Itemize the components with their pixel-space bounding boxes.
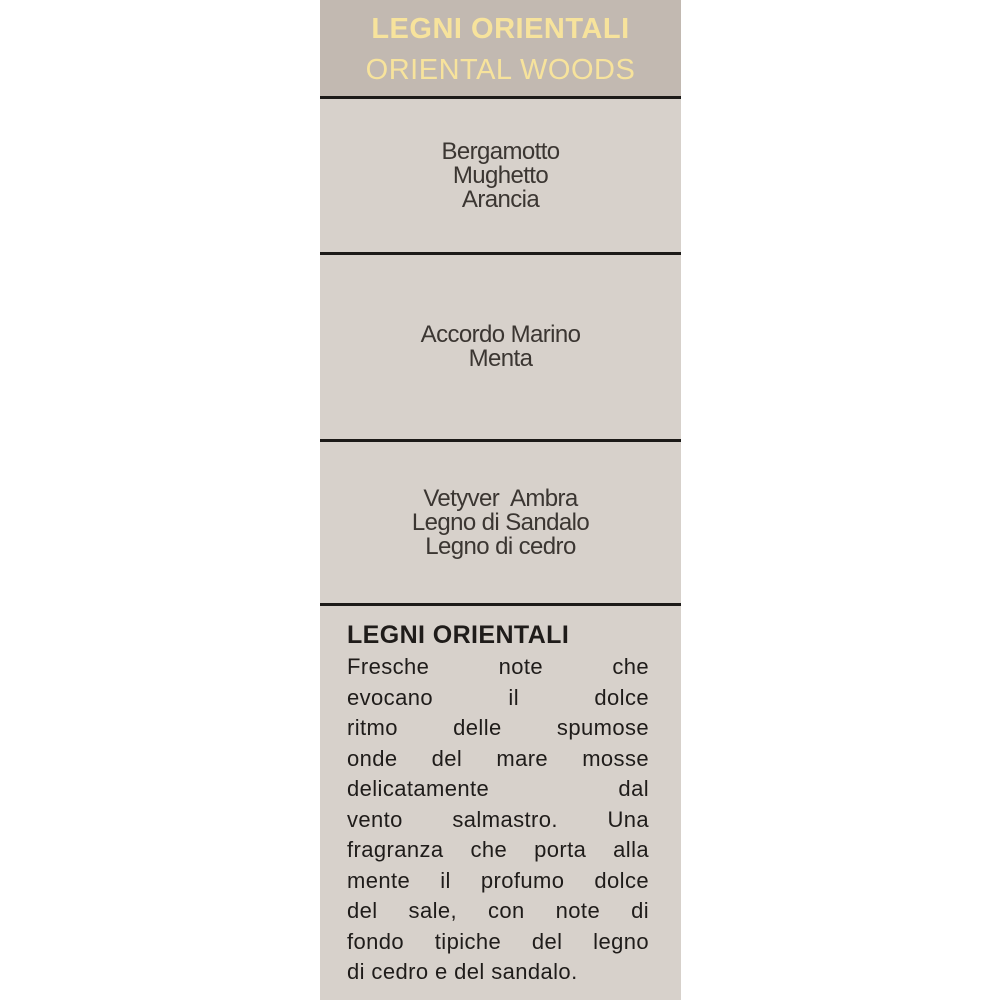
base-notes-section <box>320 442 681 603</box>
description-line: di cedro e del sandalo. <box>347 959 578 984</box>
heart-note: Menta <box>468 345 533 372</box>
description-line: Fresche note che <box>347 654 649 679</box>
fragrance-card <box>320 0 681 1000</box>
description-title: LEGNI ORIENTALI <box>347 621 570 649</box>
heart-note: Accordo Marino <box>420 321 581 348</box>
description-line: evocano il dolce <box>347 684 649 710</box>
top-note: Arancia <box>461 185 540 213</box>
divider-base-description <box>320 603 681 606</box>
heart-notes-section <box>320 255 681 439</box>
description-line: fragranza che porta alla <box>347 837 649 862</box>
description-line: delicatamente dal <box>347 776 649 801</box>
description-line: ritmo delle spumose <box>347 715 649 740</box>
description-block <box>347 618 649 988</box>
card-header <box>320 0 681 97</box>
top-note: Bergamotto <box>441 137 560 165</box>
top-notes-section <box>320 99 681 252</box>
title-english: ORIENTAL WOODS <box>365 54 636 86</box>
description-line: fondo tipiche del legno <box>347 928 649 954</box>
description-line: del sale, con note di <box>347 898 649 923</box>
description-line: onde del mare mosse <box>347 745 649 771</box>
top-note: Mughetto <box>452 161 549 189</box>
base-note: Legno di cedro <box>425 532 576 560</box>
base-note: Legno di Sandalo <box>411 508 590 536</box>
base-note: Vetyver Ambra <box>423 484 578 512</box>
description-line: mente il profumo dolce <box>347 867 649 893</box>
description-line: vento salmastro. Una <box>347 806 649 832</box>
title-italian: LEGNI ORIENTALI <box>371 13 630 45</box>
